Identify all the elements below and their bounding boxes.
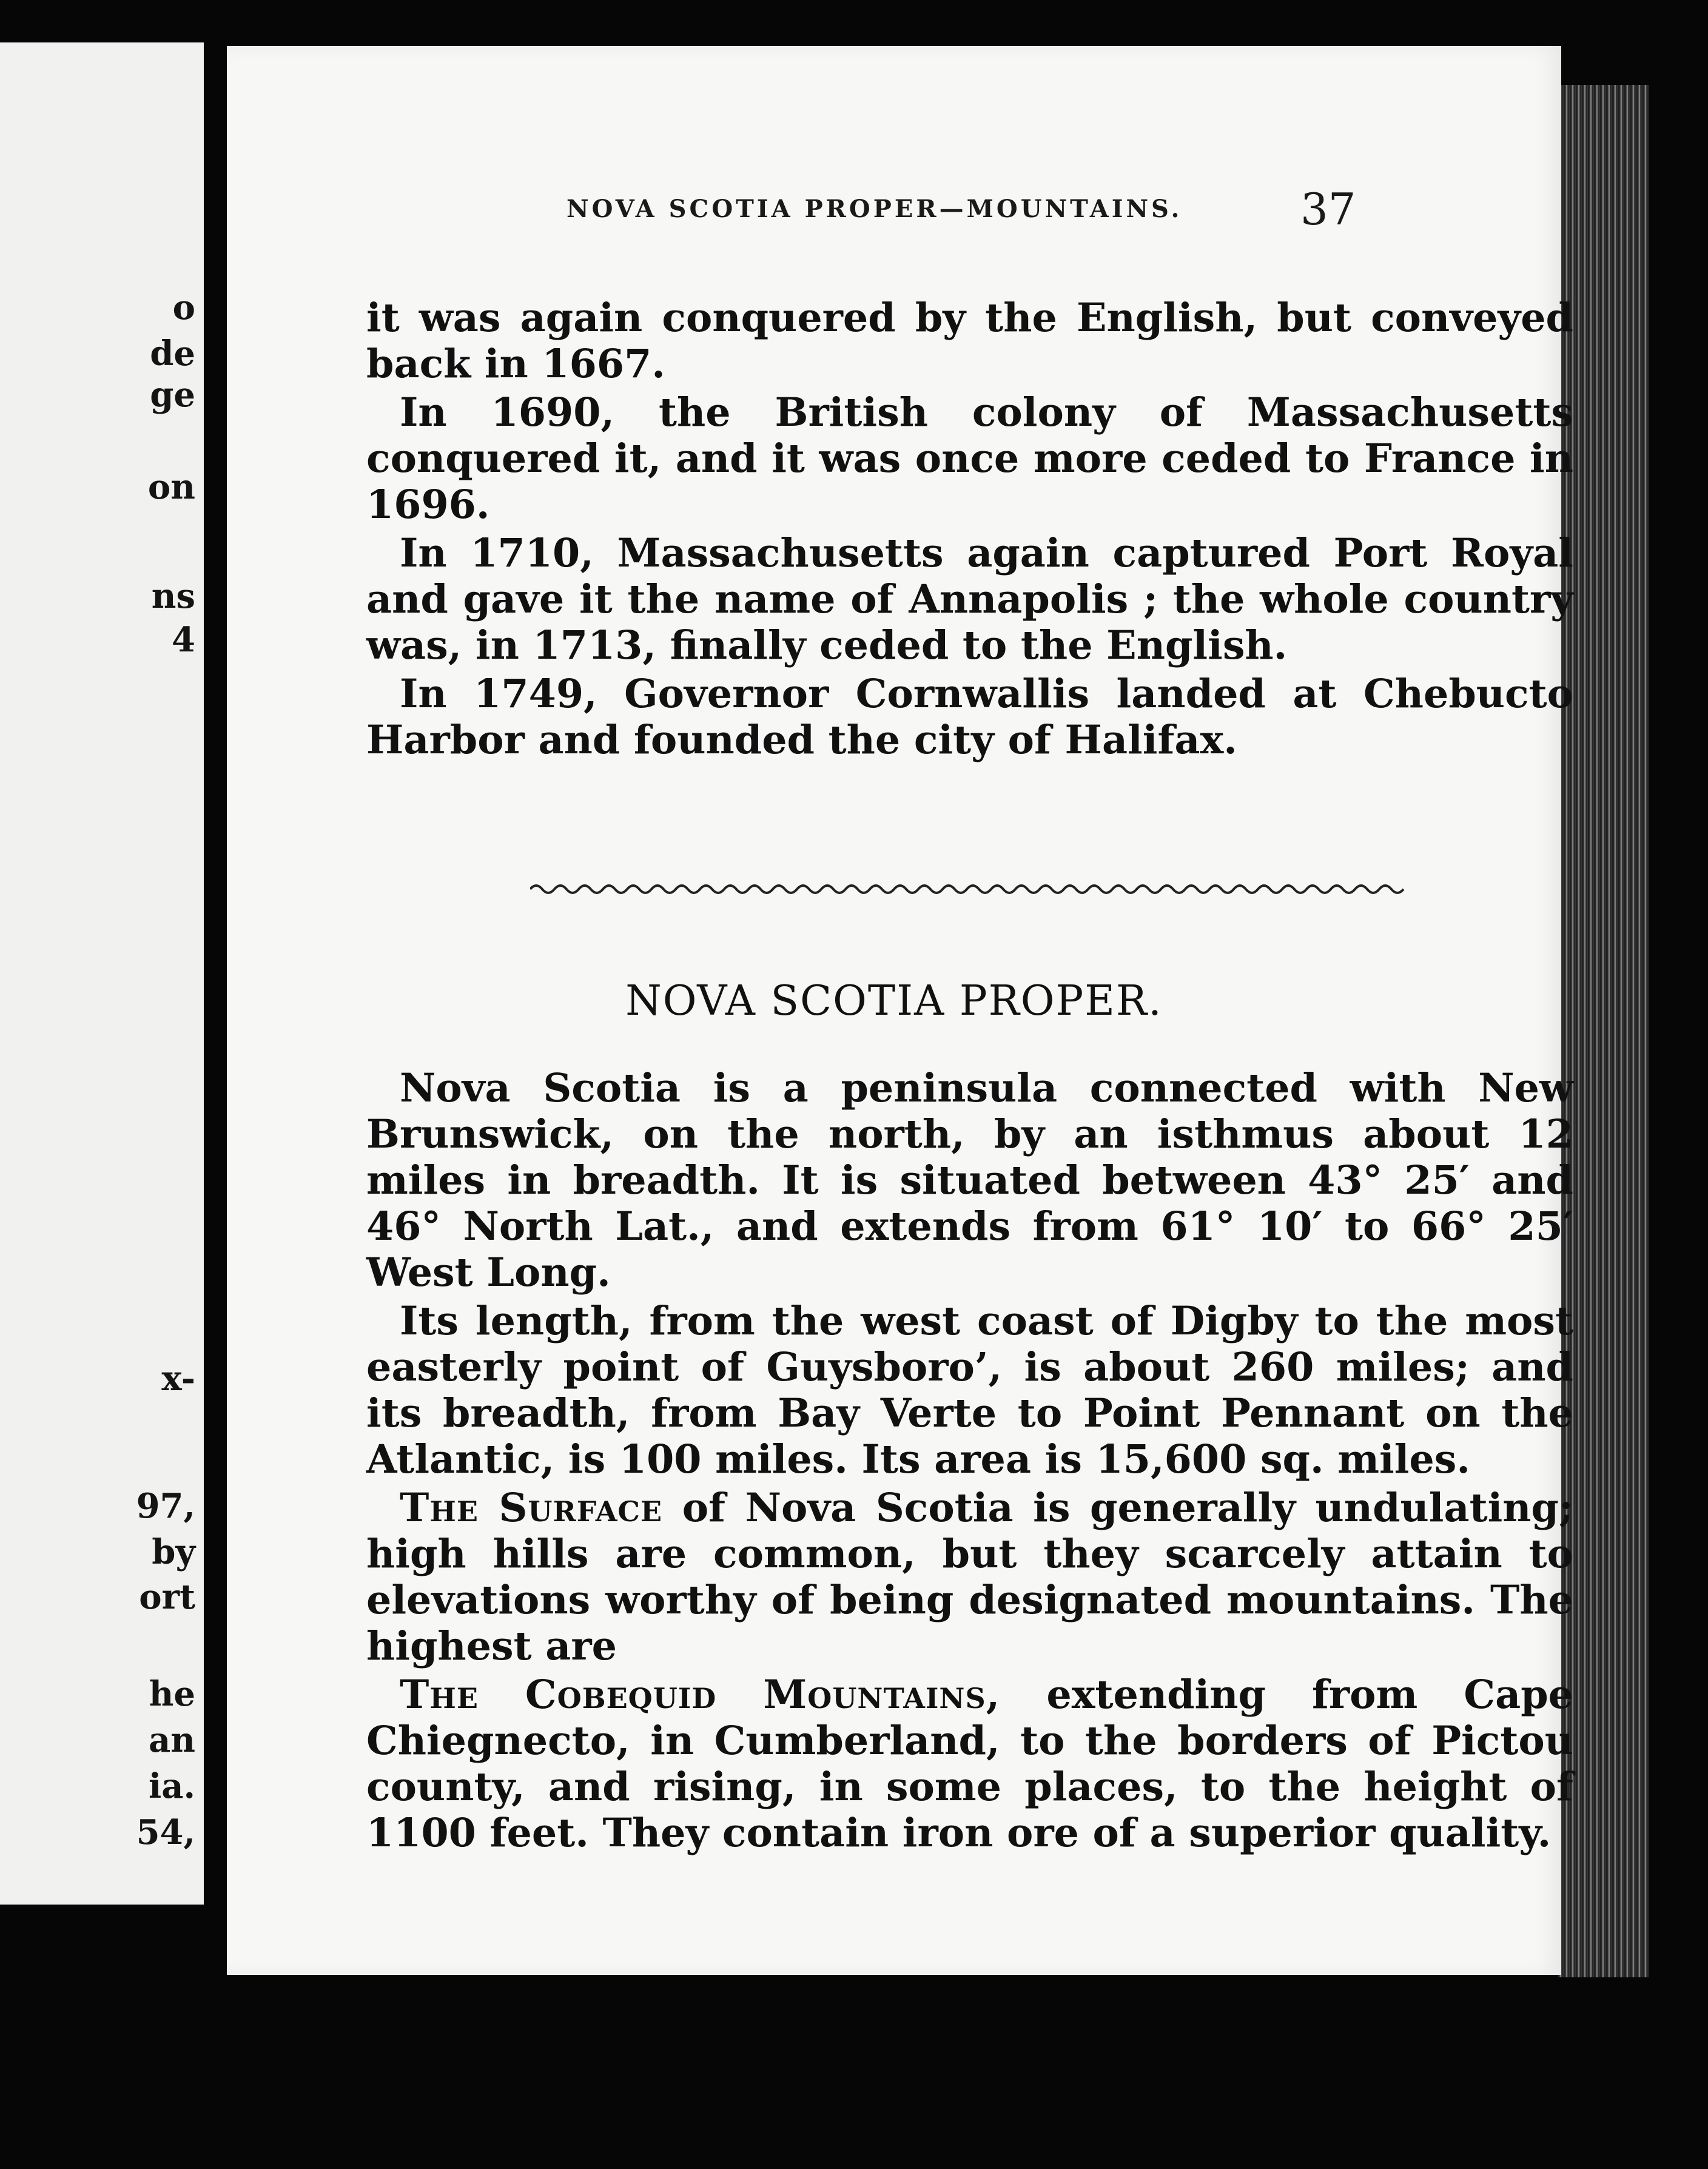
surface-text: of Nova Scotia is generally undulating; high hills are common, but they scarcely attain to elevations worthy of being designated mountains. The highest are xyxy=(366,1485,1574,1669)
section-text xyxy=(366,1065,1573,1856)
paragraph-surface xyxy=(366,1485,1573,1669)
history-text xyxy=(366,295,1573,763)
facing-line-fragment: x- xyxy=(161,1359,195,1399)
facing-page-fragment xyxy=(0,42,204,1905)
paragraph: Its length, from the west coast of Digby to the most easterly point of Guysboro’, is about 260 miles; and its breadth, from Bay Verte to Point Pennant on the Atlantic, is 100 miles. Its area is 15,600 sq. miles. xyxy=(366,1298,1573,1482)
facing-line-fragment: by xyxy=(152,1532,195,1572)
facing-line-fragment: an xyxy=(149,1720,195,1760)
running-title: NOVA SCOTIA PROPER—MOUNTAINS. xyxy=(567,195,1183,223)
running-head xyxy=(227,184,1561,267)
facing-line-fragment: ia. xyxy=(148,1766,195,1806)
paragraph: In 1749, Governor Cornwallis landed at Chebucto Harbor and founded the city of Halifax. xyxy=(366,671,1573,763)
facing-line-fragment: ge xyxy=(150,375,195,415)
paragraph-cobequid xyxy=(366,1672,1573,1856)
cobequid-text: extending from Cape Chiegnecto, in Cumberland, to the borders of Pictou county, and rising, in some places, to the height of 1100 feet. They contain iron ore of a superior quality. xyxy=(366,1672,1573,1856)
facing-line-fragment: he xyxy=(149,1674,195,1714)
facing-line-fragment: 4 xyxy=(172,620,195,660)
facing-line-fragment: ort xyxy=(139,1577,195,1617)
surface-lead: The Surface xyxy=(400,1485,663,1531)
paragraph: it was again conquered by the English, but conveyed back in 1667. xyxy=(366,295,1573,387)
facing-line-fragment: o xyxy=(172,288,195,328)
facing-line-fragment: 97, xyxy=(136,1486,195,1526)
facing-line-fragment: 54, xyxy=(136,1812,195,1852)
facing-line-fragment: de xyxy=(150,334,195,374)
facing-line-fragment: ns xyxy=(151,576,195,616)
book-page xyxy=(227,46,1574,1975)
page-number: 37 xyxy=(1300,184,1356,235)
paragraph: In 1690, the British colony of Massachusetts conquered it, and it was once more ceded to France in 1696. xyxy=(366,389,1573,528)
ornamental-divider xyxy=(530,880,1410,898)
cobequid-lead: The Cobequid Mountains, xyxy=(400,1672,1001,1718)
paragraph: Nova Scotia is a peninsula connected with New Brunswick, on the north, by an isthmus about 12 miles in breadth. It is situated between 43° 25′ and 46° North Lat., and extends from 61° 10′ to 66° 25′ West Long. xyxy=(366,1065,1573,1296)
section-title: NOVA SCOTIA PROPER. xyxy=(625,977,1163,1025)
paragraph: In 1710, Massachusetts again captured Port Royal and gave it the name of Annapolis ; the whole country was, in 1713, finally ceded to the English. xyxy=(366,530,1573,668)
facing-line-fragment: on xyxy=(147,467,195,507)
